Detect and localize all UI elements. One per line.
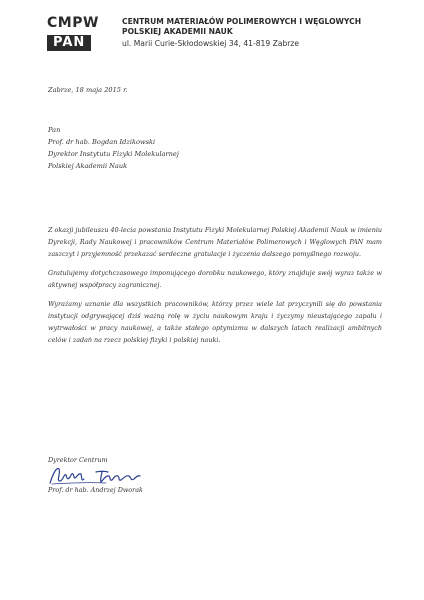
institution-header <box>122 17 402 49</box>
body-paragraph-2: Gratulujemy dotychczasowego imponującego dorobku naukowego, który znajduje swój wyraz także w aktywnej współpracy zagranicznej. <box>48 269 382 289</box>
addressee-salutation: Pan <box>48 126 61 134</box>
addressee-name: Prof. dr hab. Bogdan Idzikowski <box>48 138 156 146</box>
logo-bottom-text: PAN <box>47 35 91 51</box>
signatory-name: Prof. dr hab. Andrzej Dworak <box>48 486 143 494</box>
letter-date: Zabrze, 18 maja 2015 r. <box>48 86 128 94</box>
signatory-title: Dyrektor Centrum <box>48 456 108 464</box>
institution-name-line2: POLSKIEJ AKADEMII NAUK <box>122 27 233 36</box>
logo-top-text: CMPW <box>47 15 99 31</box>
signature-block <box>48 455 248 494</box>
body-paragraph-1: Z okazji jubileuszu 40-lecia powstania Instytutu Fizyki Molekularnej Polskiej Akademii Nauk w imieniu Dyrekcji, Rady Naukowej i pracowników Centrum Materiałów Polimerowych i Węglowych PAN mam zaszczyt i przyjemność przekazać serdeczne gratulacje i życzenia dalszego pomyślnego rozwoju. <box>48 226 382 258</box>
addressee-organization: Polskiej Akademii Nauk <box>48 162 128 170</box>
institution-address: ul. Marii Curie-Skłodowskiej 34, 41-819 Zabrze <box>122 39 300 48</box>
body-paragraph-3: Wyrażamy uznanie dla wszystkich pracowników, którzy przez wiele lat przyczynili się do powstania instytucji odgrywającej dziś ważną rolę w życiu naukowym kraju i życzymy nieustającego zapału i wytrwałości w pracy naukowej, a także stałego optymizmu w dalszych latach realizacji ambitnych celów i zadań na rzecz polskiej fizyki i polskiej nauki. <box>48 300 382 344</box>
cmpw-pan-logo <box>47 16 113 51</box>
addressee-position: Dyrektor Instytutu Fizyki Molekularnej <box>48 150 179 158</box>
letter-body <box>48 224 382 353</box>
addressee-block <box>48 124 348 172</box>
handwritten-signature <box>48 463 158 487</box>
institution-name-line1: CENTRUM MATERIAŁÓW POLIMEROWYCH I WĘGLOWYCH <box>122 17 362 26</box>
